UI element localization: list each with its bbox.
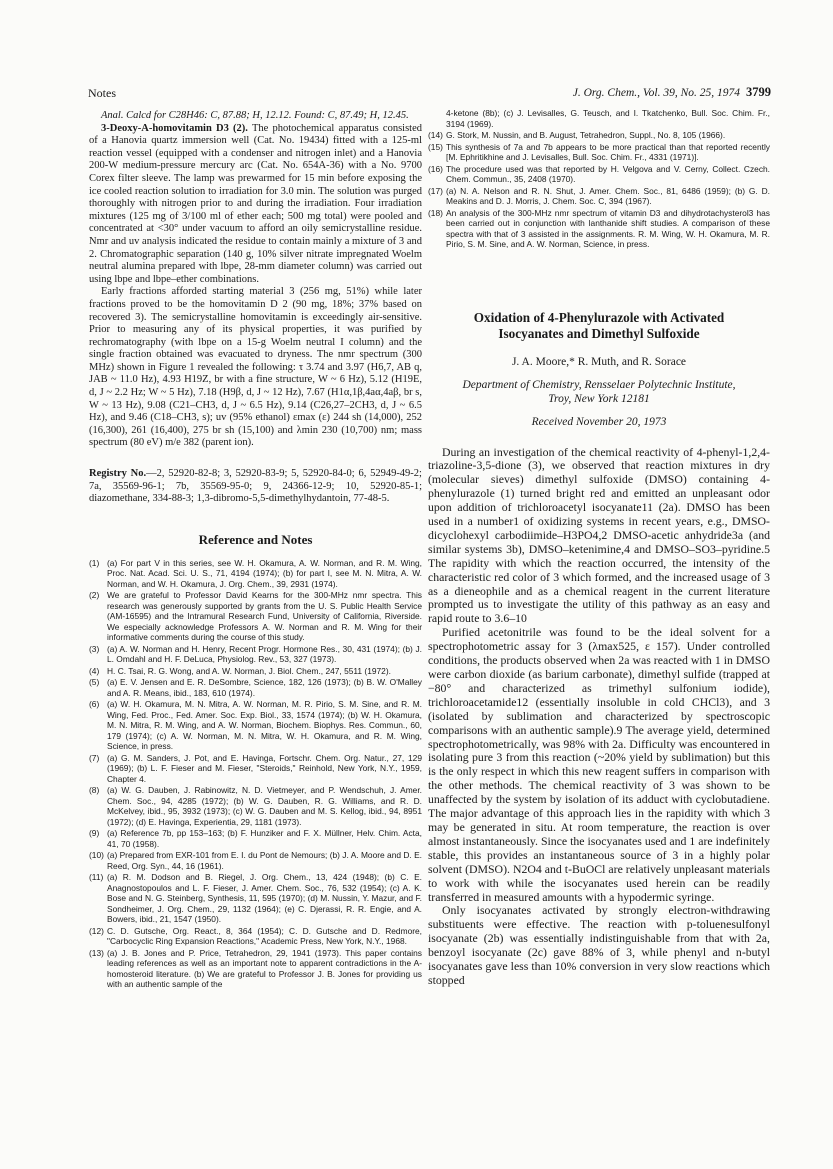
reference-text: (a) J. B. Jones and P. Price, Tetrahedron, 29, 1941 (1973). This paper contains leading references as well as an important note to apparent contradictions in the A-homosteroid literature. (b) We are grateful to Professor J. B. Jones for providing us with an authentic sample of the (107, 947, 422, 990)
article-title-line-2: Isocyanates and Dimethyl Sulfoxide (498, 325, 700, 341)
running-header-left: Notes (88, 86, 116, 100)
registry-label: Registry No. (89, 468, 147, 480)
article-title (428, 310, 770, 342)
reference-item (89, 558, 422, 590)
left-column (89, 110, 422, 991)
compound-heading: 3-Deoxy-A-homovitamin D3 (2). (101, 122, 248, 134)
reference-item (428, 208, 770, 250)
reference-item (428, 130, 770, 141)
experimental-text (89, 110, 422, 450)
reference-text: (a) N. A. Nelson and R. N. Shut, J. Amer. Chem. Soc., 81, 6486 (1959); (b) G. D. Meakins and D. J. Morris, J. Chem. Soc. C, 394 (1967). (446, 185, 770, 206)
reference-text: C. D. Gutsche, Org. React., 8, 364 (1954); C. D. Gutsche and D. Redmore, "Carbocyclic Ring Expansion Reactions," Academic Press, New York, N.Y., 1968. (107, 925, 422, 947)
registry-text: —2, 52920-82-8; 3, 52920-83-9; 5, 52920-84-0; 6, 52949-49-2; 7a, 35569-96-1; 7b, 35569-95-0; 9, 24366-12-9; 10, 52920-85-1; diazomethane, 334-88-3; 1,3-dibromo-5,5-dimethylhydantoin, 77-48-5. (89, 468, 422, 505)
reference-text: (a) R. M. Dodson and B. Riegel, J. Org. Chem., 13, 424 (1948); (b) C. E. Anagnostopoulos and L. F. Fieser, J. Amer. Chem. Soc., 76, 532 (1954); (c) A. K. Bose and N. G. Steinberg, Synthesis, 11, 595 (1970); (d) M. Nussin, Y. Mazur, and F. Sondheimer, J. Org. Chem., 29, 1132 (1964); (e) C. Djerassi, R. R. Engie, and A. Bowers, ibid., 21, 1547 (1950). (107, 872, 422, 925)
reference-item (89, 926, 422, 947)
reference-text: G. Stork, M. Nussin, and B. August, Tetrahedron, Suppl., No. 8, 105 (1966). (446, 130, 726, 140)
procedure-text: The photochemical apparatus consisted of a Hanovia quartz immersion well (Cat. No. 19434) fitted with a 125-ml reaction vessel (equipped with a condenser and nitrogen inlet) and a Hanovia 200-W medium-pressure mercury arc (Cat. No. 654A-36) with a No. 9700 Corex filter sleeve. The lamp was prewarmed for 15 min before exposing the ice cooled reaction solution to irradiation for 3.0 min. The solution was purged thoroughly with nitrogen prior to and during the irradiation. Four irradiation mixtures (125 mg of 3/100 ml of ether each; 500 mg total) were pooled and concentrated at <30° under vacuum to afford an oily semicrystalline residue. Nmr and uv analysis indicated the residue to contain mainly a mixture of 3 and 2. Chromatographic separation (140 g, 10% silver nitrate impregnated Woelm neutral alumina prepared with lbpe, 28-mm diameter column) was carried out using lbpe and lbpe–ether combinations. (89, 122, 422, 285)
reference-text: (a) Reference 7b, pp 153–163; (b) F. Hunziker and F. X. Müllner, Helv. Chim. Acta, 41, 70 (1958). (107, 828, 422, 849)
reference-number: (8) (89, 785, 100, 796)
reference-text: H. C. Tsai, R. G. Wong, and A. W. Norman, J. Biol. Chem., 247, 5511 (1972). (107, 665, 391, 676)
article-title-line-1: Oxidation of 4-Phenylurazole with Activated (473, 309, 725, 325)
reference-text: The procedure used was that reported by H. Velgova and V. Cerny, Collect. Czech. Chem. Commun., 35, 2408 (1970). (446, 163, 770, 184)
references-list-right (428, 108, 770, 250)
references-heading: Reference and Notes (198, 531, 313, 547)
article-body (428, 446, 770, 988)
page-number: 3799 (746, 85, 771, 99)
reference-text: We are grateful to Professor David Kearns for the 300-MHz nmr spectra. This research was generously supported by grants from the U. S. Public Health Service (AM-16595) and the Intramural Research Fund, University of California, Riverside. We especially acknowledge Professors A. W. Norman and R. M. Wing for their informative comments during the course of this study. (107, 590, 422, 643)
reference-item (428, 164, 770, 185)
reference-text: (a) E. V. Jensen and E. R. DeSombre, Science, 182, 126 (1973); (b) B. W. O'Malley and A. R. Means, ibid., 183, 610 (1974). (107, 677, 422, 698)
affiliation (428, 378, 770, 406)
journal-citation: J. Org. Chem., Vol. 39, No. 25, 1974 (572, 87, 740, 99)
procedure-paragraph (89, 123, 422, 287)
reference-item (89, 850, 422, 871)
reference-text: 4-ketone (8b); (c) J. Levisalles, G. Teusch, and I. Tkatchenko, Bull. Soc. Chim. Fr., 3194 (1969). (446, 108, 770, 129)
reference-item (89, 785, 422, 827)
reference-item (89, 753, 422, 785)
article-paragraph-1: During an investigation of the chemical reactivity of 4-phenyl-1,2,4-triazoline-3,5-dione (3), we observed that reaction mixtures in dry (molecular sieves) dimethyl sulfoxide (DMSO) containing 4-phenylurazole (1) turned bright red and emitted an unpleasant odor upon addition of trichloroacetyl isocyanate11 (2a). DMSO has been used in a number1 of oxidizing systems in recent years, e.g., DMSO-dicyclohexyl carbodiimide–H3PO4,2 DMSO-acetic anhydride3a (and similar systems 3b), DMSO–ketenimine,4 and DMSO–SO3–pyridine.5 The rapidity with which the reaction occurred, the intensity of the characteristic red color of 3 which formed, and the increased usage of 3 as a dieneophile and as a chemical reagent in the current literature prompted us to investigate the utility of this pathway as an easy and rapid route to 3.6–10 (428, 444, 770, 626)
references-list-left (89, 558, 422, 990)
right-column (428, 110, 770, 988)
reference-number: (18) (428, 207, 443, 218)
reference-item (89, 948, 422, 990)
results-paragraph: Early fractions afforded starting material 3 (256 mg, 51%) while later fractions proved to be the homovitamin D 2 (90 mg, 18%; 37% based on recovered 3). The semicrystalline homovitamin is exceedingly air-sensitive. Prior to measuring any of its physical properties, it was purified by rechromatography (with lbpe on a 15-g Woelm neutral I column) and the single fraction obtained was evacuated to dryness. The nmr spectrum (300 MHz) shown in Figure 1 revealed the following: τ 3.74 and 3.97 (H6,7, AB q, JAB ~ 11.0 Hz), 4.93 H19Z, br with a fine structure, W ~ 6 Hz), 5.12 (H19E, d, J ~ 2.2 Hz; W ~ 5 Hz), 7.18 (H9β, d, J ~ 12 Hz), 7.67 (H1α,1β,4aα,4aβ, br s, W ~ 13 Hz), 9.08 (C21–CH3, d, J ~ 6.5 Hz), 9.14 (C26,27–2CH3, d, J ~ 6.5 Hz), and 9.46 (C18–CH3, s); uv (95% ethanol) εmax (ε) 244 sh (14,000), 252 (16,300), 261 (16,400), 275 br sh (15,100) and λmin 230 (10,700) nm; mass spectrum (80 eV) m/e 382 (parent ion). (89, 286, 422, 449)
reference-number: (16) (428, 163, 443, 174)
reference-item (89, 677, 422, 698)
reference-item (89, 699, 422, 752)
reference-number: (4) (89, 665, 100, 676)
reference-item (89, 828, 422, 849)
reference-text: (a) Prepared from EXR-101 from E. I. du Pont de Nemours; (b) J. A. Moore and D. E. Reed, Org. Syn., 44, 16 (1961). (107, 850, 422, 871)
reference-number: (7) (89, 752, 100, 763)
reference-text: (a) W. G. Dauben, J. Rabinowitz, N. D. Vietmeyer, and P. Wendschuh, J. Amer. Chem. Soc., 94, 4285 (1972); (b) W. G. Dauben, R. G. Williams, and R. D. McKelvey, ibid., 95, 3932 (1973); (c) W. G. Dauben and M. S. Kellog, ibid., 94, 8951 (1972); (d) E. Havinga, Experientia, 29, 1181 (1973). (107, 785, 422, 827)
reference-text: (a) W. H. Okamura, M. N. Mitra, A. W. Norman, M. R. Pirio, S. M. Sine, and R. M. Wing, Fed. Proc., Fed. Amer. Soc. Exp. Biol., 33, 1574 (1974); (b) W. H. Okamura, M. N. Mitra, R. M. Wing, and A. W. Norman, Biochem. Biophys. Res. Commun., 60, 179 (1974); (c) A. W. Norman, M. N. Mitra, W. H. Okamura, and R. M. Wing, Science, in press. (107, 699, 422, 752)
reference-number: (2) (89, 590, 100, 601)
reference-number: (12) (89, 925, 104, 936)
affiliation-line-2: Troy, New York 12181 (548, 392, 650, 405)
reference-number: (1) (89, 557, 100, 568)
registry-numbers (89, 468, 422, 506)
reference-number: (3) (89, 643, 100, 654)
reference-item (89, 590, 422, 643)
reference-number: (9) (89, 828, 100, 839)
reference-item (428, 108, 770, 129)
reference-number: (14) (428, 130, 443, 140)
article-paragraph-3: Only isocyanates activated by strongly electron-withdrawing substituents were effective. The reaction with p-toluenesulfonyl isocyanate (2b) was essentially indistinguishable from that with 2a, benzoyl isocyanate (2c) gave 88% of 3, while phenyl and n-butyl isocyanates gave less than 10% conversion in very slow reactions which stopped (428, 903, 770, 987)
reference-number (428, 108, 446, 129)
reference-item (89, 872, 422, 925)
reference-number: (10) (89, 850, 104, 861)
reference-item (89, 666, 422, 677)
reference-number: (17) (428, 185, 443, 196)
reference-number: (6) (89, 699, 100, 710)
anal-line: Anal. Calcd for C28H46: C, 87.88; H, 12.12. Found: C, 87.49; H, 12.45. (101, 110, 409, 121)
article-paragraph-2: Purified acetonitrile was found to be the ideal solvent for a spectrophotometric assay for 3 (λmax525, ε 157). Under controlled conditions, the products observed when 2a was reacted with 1 in DMSO were carbon dioxide (as barium carbonate), dimethyl sulfide (trapped at −80° and characterized as trimethyl sulfonium iodide), trichloroacetamide12 (essentially insoluble in cold CHCl3), and 3 (isolated by sublimation and characterized by spectroscopic comparisons with an authentic sample).9 The average yield, determined spectrophotometrically, was 98% with 2a. Difficulty was encountered in isolating pure 3 from this reaction (~20% yield by sublimation) but this is the only respect in which this new reagent suffers in comparison with the other methods. The chemical reactivity of 3 was shown to be unaffected by the system by isolation of its adduct with cyclobutadiene. The major advantage of this approach lies in the rapidity with which 3 may be generated in situ. At room temperature, the reaction is over almost instantaneously. Since the isocyanates used and 1 are indefinitely stable, this provides an instantaneous source of 3 in a highly polar solvent (DMSO). N2O4 and t-BuOCl are relatively unpleasant materials to work with while the isocyanates used herein can be readily transferred in measured amounts with a hypodermic syringe. (428, 625, 770, 904)
reference-item (89, 644, 422, 665)
reference-number: (5) (89, 677, 100, 688)
reference-text: (a) G. M. Sanders, J. Pot, and E. Havinga, Fortschr. Chem. Org. Natur., 27, 129 (1969); (b) L. F. Fieser and M. Fieser, "Steroids," Reinhold, New York, N.Y., 1959, Chapter 4. (107, 752, 422, 784)
running-header-right (573, 85, 771, 100)
reference-number: (13) (89, 947, 104, 958)
reference-text: This synthesis of 7a and 7b appears to be more practical than that reported recently [M. Ephritikhine and J. Levisalles, Bull. Soc. Chim. Fr., 4331 (1971)]. (446, 141, 770, 162)
reference-number: (15) (428, 141, 443, 152)
reference-item (428, 186, 770, 207)
reference-text: (a) A. W. Norman and H. Henry, Recent Progr. Hormone Res., 30, 431 (1974); (b) J. L. Omdahl and H. F. DeLuca, Physiolog. Rev., 53, 327 (1973). (107, 643, 422, 665)
reference-item (428, 142, 770, 163)
reference-number: (11) (89, 872, 104, 883)
authors: J. A. Moore,* R. Muth, and R. Sorace (511, 355, 687, 368)
reference-text: An analysis of the 300-MHz nmr spectrum of vitamin D3 and dihydrotachysterol3 has been carried out in conjunction with lanthanide shift studies. A comparison of these spectra with that of 3 assisted in the assignments. R. M. Wing, W. H. Okamura, M. R. Pirio, S. M. Sine, and A. W. Norman, Science, in press. (446, 207, 770, 249)
reference-text: (a) For part V in this series, see W. H. Okamura, A. W. Norman, and R. M. Wing, Proc. Nat. Acad. Sci. U. S., 71, 4194 (1974); (b) for part I, see M. N. Mitra, A. W. Norman, and W. H. Okamura, J. Org. Chem., 39, 2931 (1974). (107, 557, 422, 589)
received-date: Received November 20, 1973 (531, 415, 667, 428)
affiliation-line-1: Department of Chemistry, Rensselaer Polytechnic Institute, (462, 378, 736, 391)
